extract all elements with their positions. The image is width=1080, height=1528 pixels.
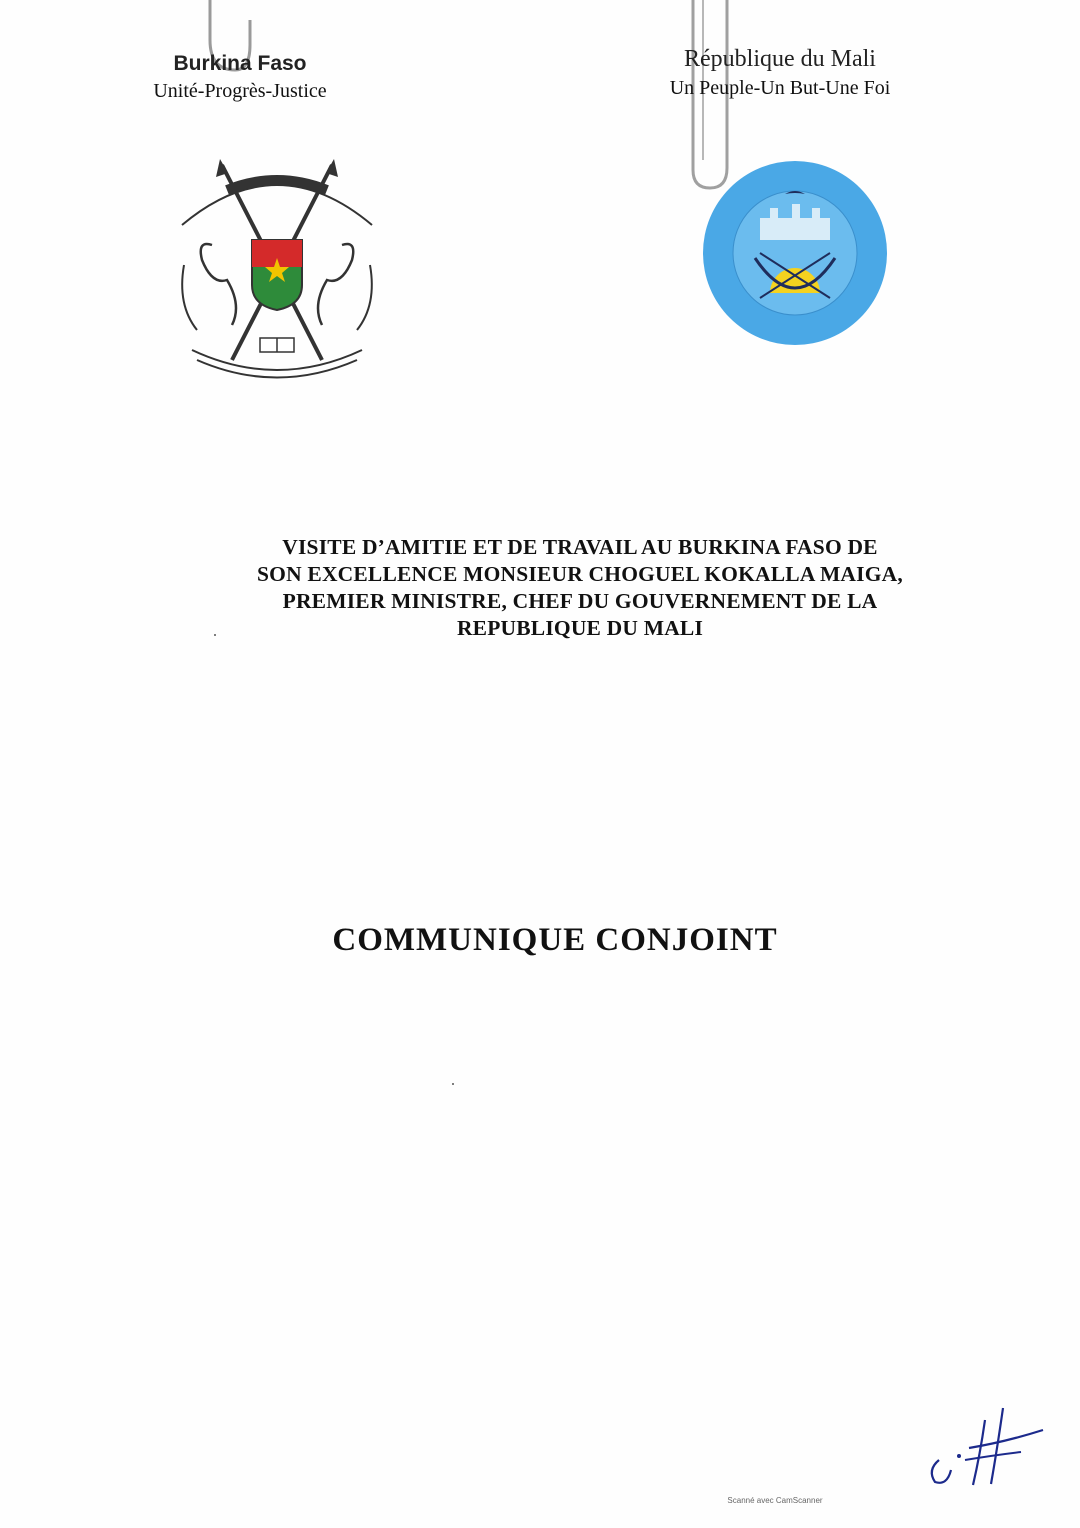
handwritten-initials-icon	[925, 1400, 1050, 1490]
visit-title-line: VISITE D’AMITIE ET DE TRAVAIL AU BURKINA FASO DE	[282, 535, 878, 559]
burkina-coat-of-arms-icon	[172, 155, 382, 380]
visit-title-line: PREMIER MINISTRE, CHEF DU GOUVERNEMENT DE LA	[282, 589, 878, 613]
speck	[214, 634, 216, 636]
header-burkina-motto: Unité-Progrès-Justice	[153, 80, 327, 102]
header-mali	[650, 46, 910, 100]
visit-title-line: SON EXCELLENCE MONSIEUR CHOGUEL KOKALLA MAIGA,	[257, 562, 903, 586]
scan-watermark: Scanné avec CamScanner	[727, 1496, 823, 1505]
header-mali-motto: Un Peuple-Un But-Une Foi	[669, 77, 891, 99]
speck	[452, 1083, 454, 1085]
mali-state-seal-icon	[700, 158, 890, 348]
visit-title	[200, 534, 960, 642]
header-burkina	[120, 52, 360, 103]
document-title: COMMUNIQUE CONJOINT	[332, 922, 778, 958]
visit-title-line: REPUBLIQUE DU MALI	[456, 616, 704, 640]
header-mali-country: République du Mali	[684, 46, 876, 72]
header-burkina-country: Burkina Faso	[173, 52, 307, 75]
